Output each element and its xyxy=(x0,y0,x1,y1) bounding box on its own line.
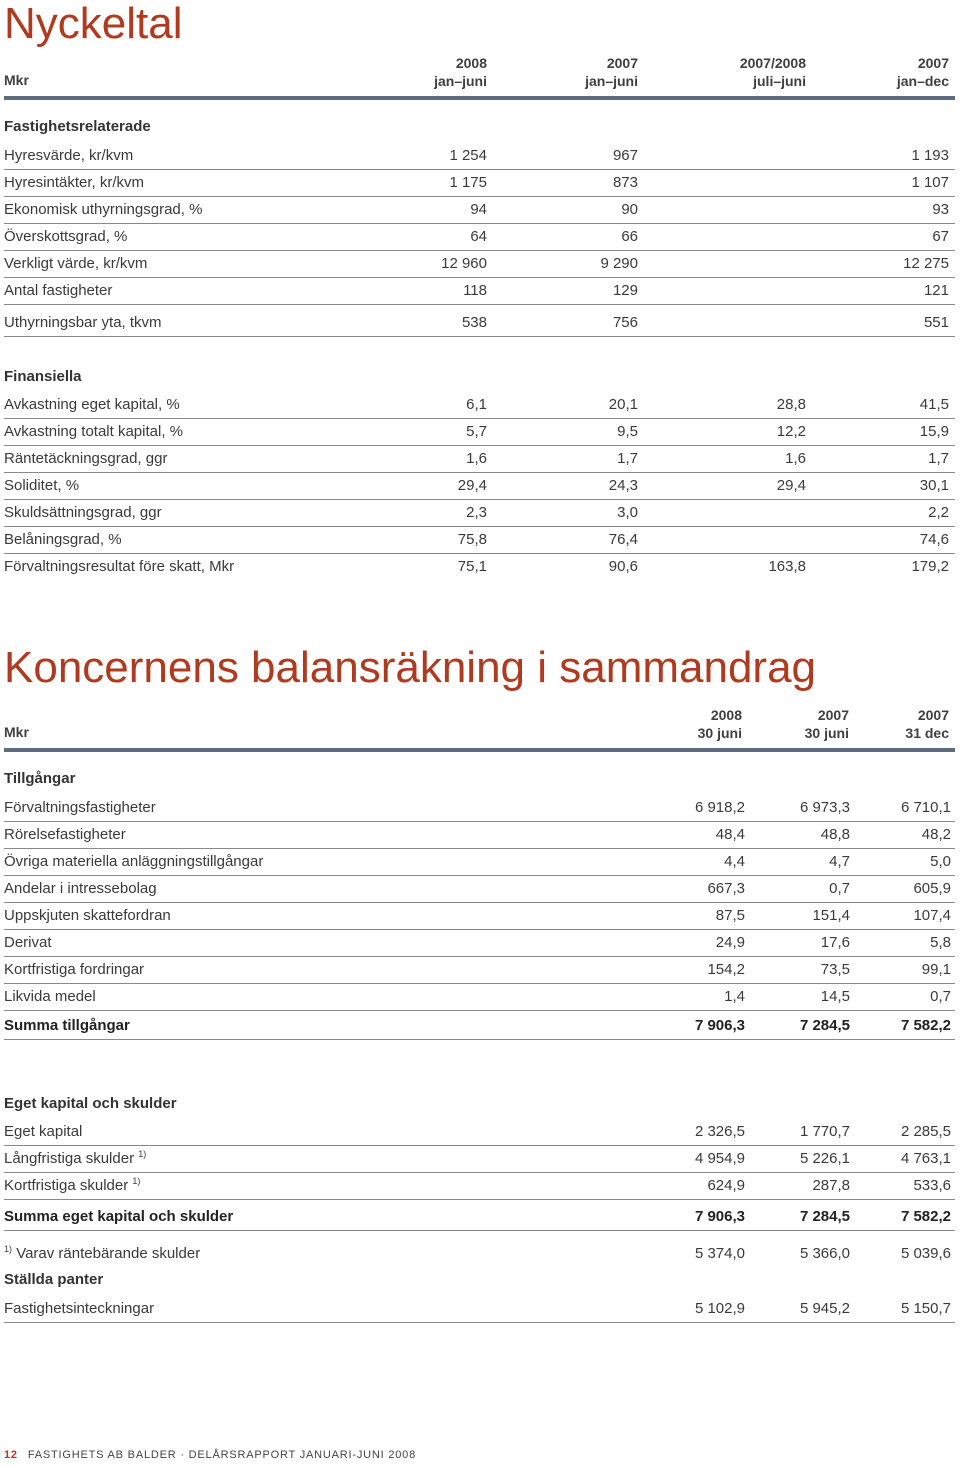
cell-value: 179,2 xyxy=(911,558,949,575)
cell-value: 967 xyxy=(612,147,638,164)
cell-value: 73,5 xyxy=(820,961,850,978)
cell-value: 76,4 xyxy=(608,531,638,548)
table-row xyxy=(4,794,955,822)
column-header: 2007 30 juni xyxy=(804,707,849,741)
cell-value: 118 xyxy=(463,282,487,299)
cell-value: 624,9 xyxy=(707,1177,745,1194)
table-row xyxy=(4,499,955,527)
table-row xyxy=(4,1172,955,1200)
table-row xyxy=(4,1145,955,1173)
page-footer xyxy=(4,1449,416,1461)
table-row xyxy=(4,983,955,1011)
cell-value: 75,8 xyxy=(457,531,487,548)
cell-value: 15,9 xyxy=(919,423,949,440)
row-label xyxy=(4,531,122,548)
row-label-text: Räntetäckningsgrad, ggr xyxy=(4,450,168,467)
row-label-text: Kortfristiga fordringar xyxy=(4,961,145,978)
cell-value: 0,7 xyxy=(930,988,951,1005)
cell-value: 163,8 xyxy=(768,558,806,575)
cell-value: 24,9 xyxy=(715,934,745,951)
row-label-text: Belåningsgrad, % xyxy=(4,531,122,548)
cell-value: 99,1 xyxy=(921,961,951,978)
cell-value: 29,4 xyxy=(776,477,806,494)
cell-value: 4 954,9 xyxy=(694,1150,745,1167)
row-label-text: Uppskjuten skattefordran xyxy=(4,907,171,924)
cell-value: 17,6 xyxy=(820,934,850,951)
row-label-text: Kortfristiga skulder xyxy=(4,1177,129,1194)
cell-value: 0,7 xyxy=(829,880,850,897)
cell-value: 48,8 xyxy=(820,826,850,843)
row-label xyxy=(4,853,263,870)
cell-value: 7 582,2 xyxy=(900,1208,951,1225)
footer-text: FASTIGHETS AB BALDER · DELÅRSRAPPORT JANUARI-JUNI 2008 xyxy=(27,1449,417,1461)
cell-value: 9 290 xyxy=(600,255,638,272)
cell-value: 6,1 xyxy=(466,396,487,413)
row-label xyxy=(4,477,79,494)
column-header: 2007 jan–juni xyxy=(585,55,638,89)
table-row xyxy=(4,223,955,251)
row-label-text: Andelar i intressebolag xyxy=(4,880,157,897)
row-label-text: Avkastning totalt kapital, % xyxy=(4,423,183,440)
table-row xyxy=(4,304,955,337)
row-label xyxy=(4,201,202,218)
table-row xyxy=(4,929,955,957)
cell-value: 14,5 xyxy=(820,988,850,1005)
row-label-text: Antal fastigheter xyxy=(4,282,113,299)
cell-value: 48,4 xyxy=(715,826,745,843)
section-heading: Tillgångar xyxy=(4,770,76,787)
row-label-text: Överskottsgrad, % xyxy=(4,228,128,245)
cell-value: 1,7 xyxy=(928,450,949,467)
cell-value: 5 945,2 xyxy=(799,1300,850,1317)
cell-value: 5 374,0 xyxy=(694,1245,745,1262)
row-label xyxy=(4,1176,140,1194)
row-label-text: Övriga materiella anläggningstillgångar xyxy=(4,853,264,870)
cell-value: 551 xyxy=(923,314,949,331)
row-label xyxy=(4,314,162,331)
footnote-marker: 1) xyxy=(138,1149,147,1159)
table-row xyxy=(4,472,955,500)
table-row xyxy=(4,277,955,305)
cell-value: 756 xyxy=(612,314,638,331)
column-header: 2008 jan–juni xyxy=(434,55,487,89)
row-label xyxy=(4,961,144,978)
row-label-text: Uthyrningsbar yta, tkvm xyxy=(4,314,162,331)
row-label xyxy=(4,1208,233,1225)
cell-value: 2 326,5 xyxy=(694,1123,745,1140)
cell-value: 6 918,2 xyxy=(694,799,745,816)
cell-value: 1,7 xyxy=(617,450,638,467)
cell-value: 7 284,5 xyxy=(799,1208,850,1225)
cell-value: 1,6 xyxy=(466,450,487,467)
cell-value: 90 xyxy=(621,201,638,218)
table-row xyxy=(4,821,955,849)
table-row xyxy=(4,956,955,984)
cell-value: 121 xyxy=(923,282,949,299)
row-label xyxy=(4,228,127,245)
row-label xyxy=(4,826,126,843)
cell-value: 87,5 xyxy=(715,907,745,924)
cell-value: 1,6 xyxy=(785,450,806,467)
cell-value: 2,2 xyxy=(928,504,949,521)
table-row xyxy=(4,445,955,473)
column-header: 2007 jan–dec xyxy=(896,55,949,89)
section-heading: Finansiella xyxy=(4,368,82,385)
cell-value: 12 275 xyxy=(903,255,949,272)
cell-value: 667,3 xyxy=(707,880,745,897)
cell-value: 28,8 xyxy=(776,396,806,413)
row-label xyxy=(4,988,96,1005)
row-label-text: Hyresintäkter, kr/kvm xyxy=(4,174,145,191)
cell-value: 5 226,1 xyxy=(799,1150,850,1167)
cell-value: 75,1 xyxy=(457,558,487,575)
cell-value: 5,8 xyxy=(930,934,951,951)
row-label xyxy=(4,880,157,897)
cell-value: 29,4 xyxy=(457,477,487,494)
unit-label: Mkr xyxy=(4,724,29,740)
row-label xyxy=(4,147,133,164)
table-row xyxy=(4,418,955,446)
row-label xyxy=(4,504,162,521)
cell-value: 90,6 xyxy=(608,558,638,575)
table-row xyxy=(4,196,955,224)
row-label-text: Verkligt värde, kr/kvm xyxy=(4,255,148,272)
cell-value: 1 175 xyxy=(449,174,487,191)
table-row xyxy=(4,169,955,197)
cell-value: 7 906,3 xyxy=(694,1208,745,1225)
row-label xyxy=(4,907,171,924)
row-label-text: Rörelsefastigheter xyxy=(4,826,126,843)
row-label xyxy=(4,1300,154,1317)
row-label-text: Ekonomisk uthyrningsgrad, % xyxy=(4,201,203,218)
page-number: 12 xyxy=(4,1449,18,1461)
table-row xyxy=(4,902,955,930)
row-label xyxy=(4,558,234,575)
row-label xyxy=(4,934,52,951)
cell-value: 107,4 xyxy=(913,907,951,924)
cell-value: 1 193 xyxy=(911,147,949,164)
row-label xyxy=(4,255,147,272)
cell-value: 605,9 xyxy=(913,880,951,897)
cell-value: 41,5 xyxy=(919,396,949,413)
row-label xyxy=(4,1149,146,1167)
section-title: Koncernens balansräkning i sammandrag xyxy=(4,643,817,692)
row-label xyxy=(4,1123,82,1140)
table-row xyxy=(4,142,955,170)
cell-value: 9,5 xyxy=(617,423,638,440)
row-label xyxy=(4,282,112,299)
cell-value: 129 xyxy=(612,282,638,299)
cell-value: 5 366,0 xyxy=(799,1245,850,1262)
table-row xyxy=(4,250,955,278)
cell-value: 873 xyxy=(612,174,638,191)
footnote-row xyxy=(4,1240,955,1267)
cell-value: 64 xyxy=(470,228,487,245)
cell-value: 93 xyxy=(932,201,949,218)
row-label-text: Skuldsättningsgrad, ggr xyxy=(4,504,162,521)
cell-value: 74,6 xyxy=(919,531,949,548)
page-title: Nyckeltal xyxy=(4,0,183,48)
cell-value: 30,1 xyxy=(919,477,949,494)
cell-value: 2 285,5 xyxy=(900,1123,951,1140)
row-label-text: Soliditet, % xyxy=(4,477,80,494)
cell-value: 4,4 xyxy=(724,853,745,870)
row-label-text: Avkastning eget kapital, % xyxy=(4,396,180,413)
cell-value: 94 xyxy=(470,201,487,218)
total-row xyxy=(4,1200,955,1231)
cell-value: 5,7 xyxy=(466,423,487,440)
table-row xyxy=(4,1295,955,1323)
cell-value: 20,1 xyxy=(608,396,638,413)
table-row xyxy=(4,553,955,580)
cell-value: 5,0 xyxy=(930,853,951,870)
column-header: 2007 31 dec xyxy=(905,707,949,741)
section-heading: Eget kapital och skulder xyxy=(4,1095,177,1112)
row-label xyxy=(4,799,156,816)
cell-value: 5 039,6 xyxy=(900,1245,951,1262)
cell-value: 533,6 xyxy=(913,1177,951,1194)
cell-value: 154,2 xyxy=(707,961,745,978)
section-heading: Fastighetsrelaterade xyxy=(4,118,151,135)
table-row xyxy=(4,875,955,903)
row-label-text: Fastighetsinteckningar xyxy=(4,1300,155,1317)
cell-value: 151,4 xyxy=(812,907,850,924)
row-label xyxy=(4,450,167,467)
cell-value: 7 284,5 xyxy=(799,1017,850,1034)
footnote-marker: 1) xyxy=(132,1176,141,1186)
cell-value: 4,7 xyxy=(829,853,850,870)
header-rule xyxy=(4,748,955,752)
cell-value: 4 763,1 xyxy=(900,1150,951,1167)
cell-value: 1 770,7 xyxy=(799,1123,850,1140)
row-label xyxy=(4,1017,130,1034)
footnote-marker: 1) xyxy=(4,1244,13,1254)
unit-label: Mkr xyxy=(4,72,29,88)
column-header: 2007/2008 juli–juni xyxy=(739,55,806,89)
cell-value: 287,8 xyxy=(812,1177,850,1194)
header-rule xyxy=(4,96,955,100)
cell-value: 2,3 xyxy=(466,504,487,521)
cell-value: 12,2 xyxy=(776,423,806,440)
row-label-text: Summa eget kapital och skulder xyxy=(4,1208,234,1225)
cell-value: 66 xyxy=(621,228,638,245)
cell-value: 5 150,7 xyxy=(900,1300,951,1317)
table-row xyxy=(4,391,955,419)
row-label-text: Hyresvärde, kr/kvm xyxy=(4,147,134,164)
row-label xyxy=(4,1244,200,1262)
cell-value: 1 254 xyxy=(449,147,487,164)
cell-value: 3,0 xyxy=(617,504,638,521)
cell-value: 48,2 xyxy=(921,826,951,843)
cell-value: 7 906,3 xyxy=(694,1017,745,1034)
row-label xyxy=(4,396,180,413)
row-label xyxy=(4,423,183,440)
row-label-text: Förvaltningsresultat före skatt, Mkr xyxy=(4,558,235,575)
cell-value: 6 973,3 xyxy=(799,799,850,816)
cell-value: 24,3 xyxy=(608,477,638,494)
cell-value: 538 xyxy=(461,314,487,331)
row-label-text: Långfristiga skulder xyxy=(4,1150,135,1167)
table-row xyxy=(4,526,955,554)
section-heading: Ställda panter xyxy=(4,1271,104,1288)
column-header: 2008 30 juni xyxy=(697,707,742,741)
row-label-text: Likvida medel xyxy=(4,988,96,1005)
row-label-text: Summa tillgångar xyxy=(4,1017,130,1034)
cell-value: 67 xyxy=(932,228,949,245)
cell-value: 12 960 xyxy=(441,255,487,272)
row-label-text: Förvaltningsfastigheter xyxy=(4,799,156,816)
row-label-text: Derivat xyxy=(4,934,52,951)
cell-value: 6 710,1 xyxy=(900,799,951,816)
row-label-text: Eget kapital xyxy=(4,1123,83,1140)
cell-value: 1 107 xyxy=(911,174,949,191)
total-row xyxy=(4,1012,955,1040)
cell-value: 5 102,9 xyxy=(694,1300,745,1317)
row-label xyxy=(4,174,144,191)
table-row xyxy=(4,1118,955,1146)
table-row xyxy=(4,848,955,876)
row-label-text: Varav räntebärande skulder xyxy=(16,1245,201,1262)
cell-value: 7 582,2 xyxy=(900,1017,951,1034)
cell-value: 1,4 xyxy=(724,988,745,1005)
